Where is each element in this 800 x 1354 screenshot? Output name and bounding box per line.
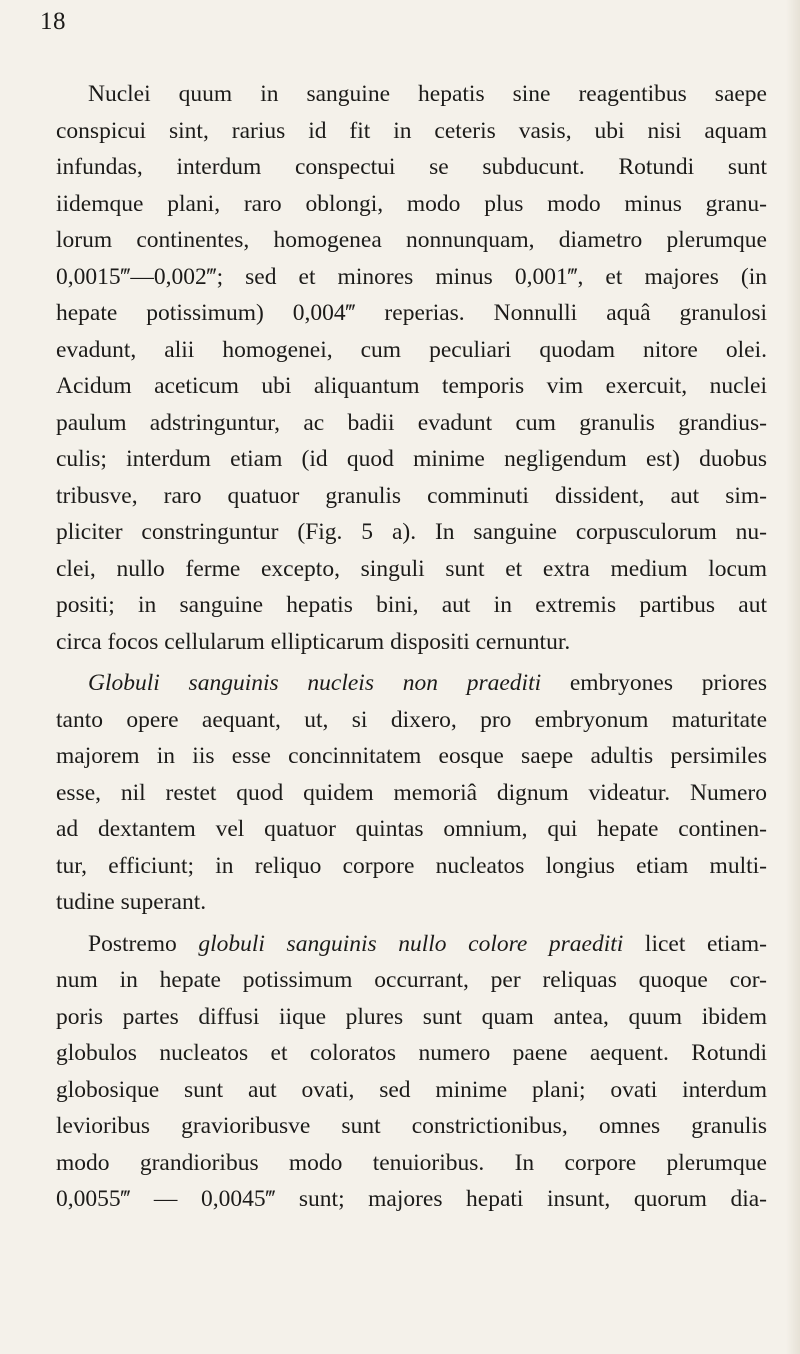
text-line: positi; in sanguine hepatis bini, aut in extremis partibus aut: [56, 592, 767, 618]
text-line: Acidum aceticum ubi aliquantum temporis vim exercuit, nuclei: [56, 373, 767, 399]
text-line: culis; interdum etiam (id quod minime negligendum est) duobus: [56, 446, 767, 472]
text-line: clei, nullo ferme excepto, singuli sunt et extra medium locum: [56, 555, 767, 582]
text-line: lorum continentes, homogenea nonnunquam, diametro plerumque: [56, 227, 767, 253]
text-line: tudine superant.: [56, 889, 207, 915]
text-line: levioribus gravioribusve sunt constrictionibus, omnes granulis: [56, 1113, 767, 1139]
paragraph-1: [56, 76, 767, 660]
text-line: num in hepate potissimum occurrant, per reliquas quoque cor-: [56, 967, 767, 993]
text-line: modo grandioribus modo tenuioribus. In corpore plerumque: [56, 1149, 767, 1176]
text-line: Nuclei quum in sanguine hepatis sine reagentibus saepe: [88, 81, 767, 107]
text-line: majorem in iis esse concinnitatem eosque saepe adultis persimiles: [56, 743, 767, 769]
text-line: tur, efficiunt; in reliquo corpore nucleatos longius etiam multi-: [56, 852, 767, 879]
text-line: globosique sunt aut ovati, sed minime plani; ovati interdum: [56, 1076, 767, 1103]
italic-term: Globuli sanguinis nucleis non praediti: [88, 670, 542, 696]
text-line: infundas, interdum conspectui se subducunt. Rotundi sunt: [56, 154, 767, 180]
text-line: pliciter constringuntur (Fig. 5 a). In sanguine corpusculorum nu-: [56, 519, 767, 545]
text-line: circa focos cellularum ellipticarum dispositi cernuntur.: [56, 628, 571, 655]
text-line: evadunt, alii homogenei, cum peculiari quodam nitore olei.: [56, 336, 767, 363]
page-number: 18: [40, 8, 66, 35]
body-text: [56, 76, 767, 1218]
text-line: poris partes diffusi iique plures sunt quam antea, quum ibidem: [56, 1003, 767, 1030]
text-line: conspicui sint, rarius id fit in ceteris vasis, ubi nisi aquam: [56, 117, 767, 144]
page-edge-shadow: [786, 0, 800, 1354]
text-line: 0,0055‴ — 0,0045‴ sunt; majores hepati insunt, quorum dia-: [56, 1186, 767, 1212]
paragraph-2: [56, 665, 767, 921]
text-line: Globuli sanguinis nucleis non praediti embryones priores: [88, 670, 767, 696]
text-line: tanto opere aequant, ut, si dixero, pro embryonum maturitate: [56, 706, 767, 733]
paragraph-3: [56, 926, 767, 1218]
text-line: 0,0015‴—0,002‴; sed et minores minus 0,001‴, et majores (in: [56, 263, 767, 290]
text-line: iidemque plani, raro oblongi, modo plus modo minus granu-: [56, 190, 767, 217]
italic-term: globuli sanguinis nullo colore praediti: [198, 930, 624, 957]
text-line: globulos nucleatos et coloratos numero paene aequent. Rotundi: [56, 1040, 767, 1066]
text-line: Postremo globuli sanguinis nullo colore praediti licet etiam-: [88, 930, 767, 957]
text-line: tribusve, raro quatuor granulis comminuti dissident, aut sim-: [56, 482, 767, 509]
text-line: esse, nil restet quod quidem memoriâ dignum videatur. Numero: [56, 779, 767, 806]
text-line: paulum adstringuntur, ac badii evadunt cum granulis grandius-: [56, 409, 767, 436]
text-line: hepate potissimum) 0,004‴ reperias. Nonnulli aquâ granulosi: [56, 300, 767, 326]
text-line: ad dextantem vel quatuor quintas omnium, qui hepate continen-: [56, 816, 767, 842]
